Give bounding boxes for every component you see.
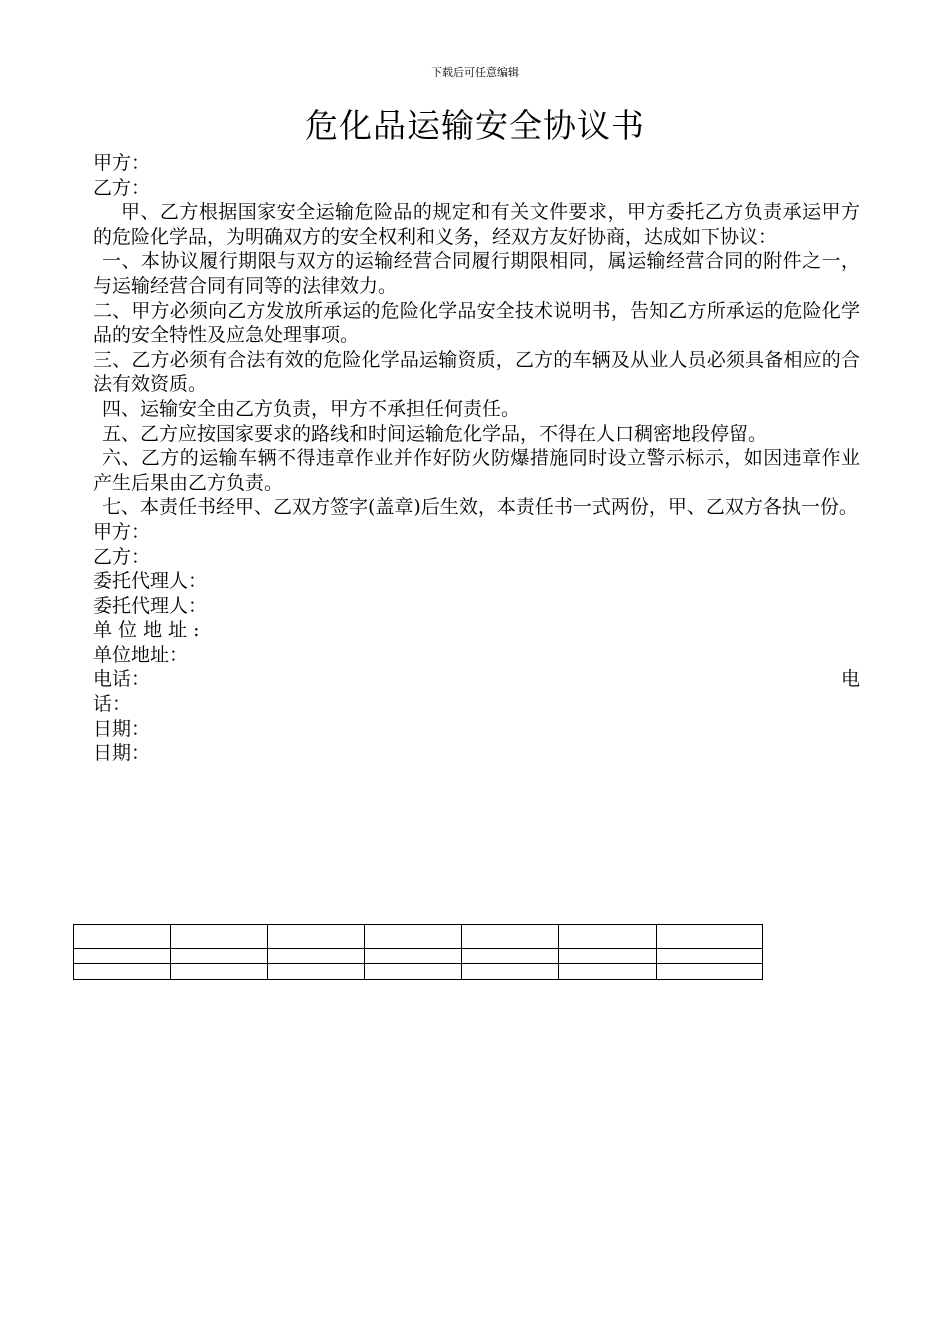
table-cell [268, 964, 365, 980]
table-cell [268, 949, 365, 964]
table-cell [74, 964, 171, 980]
signature-date-a: 日期： [93, 717, 151, 740]
table-cell [365, 925, 462, 949]
table-cell [365, 949, 462, 964]
table-row [74, 949, 763, 964]
clause-3: 三、乙方必须有合法有效的危险化学品运输资质，乙方的车辆及从业人员必须具备相应的合法有效资质。 [93, 348, 860, 396]
signature-party-b: 乙方： [93, 545, 151, 568]
clause-2: 二、甲方必须向乙方发放所承运的危险化学品安全技术说明书，告知乙方所承运的危险化学品的安全特性及应急处理事项。 [93, 299, 860, 347]
signature-address-b: 单位地址： [93, 643, 189, 666]
table-row [74, 964, 763, 980]
clause-4: 四、运输安全由乙方负责，甲方不承担任何责任。 [102, 397, 521, 420]
table-cell [559, 949, 657, 964]
table-cell [559, 925, 657, 949]
table-cell [462, 949, 559, 964]
party-a-line: 甲方： [93, 152, 151, 174]
table-cell [559, 964, 657, 980]
table-cell [74, 925, 171, 949]
table-cell [171, 964, 268, 980]
header-note: 下载后可任意编辑 [431, 66, 519, 79]
table-cell [657, 925, 763, 949]
party-b-line: 乙方： [93, 176, 151, 199]
signature-agent-b: 委托代理人： [93, 594, 208, 617]
signature-party-a: 甲方： [93, 520, 151, 543]
clause-5: 五、乙方应按国家要求的路线和时间运输危化学品，不得在人口稠密地段停留。 [102, 422, 768, 445]
intro-paragraph: 甲、乙方根据国家安全运输危险品的规定和有关文件要求，甲方委托乙方负责承运甲方的危险化学品，为明确双方的安全权利和义务，经双方友好协商，达成如下协议： [93, 201, 860, 248]
signature-phone-row [93, 667, 860, 692]
table-cell [462, 964, 559, 980]
clause-7: 七、本责任书经甲、乙双方签字(盖章)后生效，本责任书一式两份，甲、乙双方各执一份。 [102, 496, 858, 519]
document-body [93, 151, 860, 766]
table-cell [657, 964, 763, 980]
clause-1: 一、本协议履行期限与双方的运输经营合同履行期限相同，属运输经营合同的附件之一，与运输经营合同有同等的法律效力。 [93, 250, 860, 297]
table-cell [268, 925, 365, 949]
table-cell [657, 949, 763, 964]
signature-phone-b-first: 电 [840, 668, 860, 691]
signature-address-a: 单 位 地 址 : [93, 619, 200, 642]
table-cell [462, 925, 559, 949]
document-title: 危化品运输安全协议书 [305, 106, 645, 145]
table-row [74, 925, 763, 949]
blank-table [73, 924, 763, 980]
signature-phone-a: 电话： [93, 668, 151, 691]
signature-phone-b-rest: 话： [93, 693, 132, 716]
table-cell [171, 925, 268, 949]
table-cell [171, 949, 268, 964]
clause-6: 六、乙方的运输车辆不得违章作业并作好防火防爆措施同时设立警示标示，如因违章作业产生后果由乙方负责。 [93, 447, 860, 494]
signature-agent-a: 委托代理人： [93, 570, 208, 593]
signature-date-b: 日期： [93, 742, 151, 765]
table-cell [74, 949, 171, 964]
table-cell [365, 964, 462, 980]
